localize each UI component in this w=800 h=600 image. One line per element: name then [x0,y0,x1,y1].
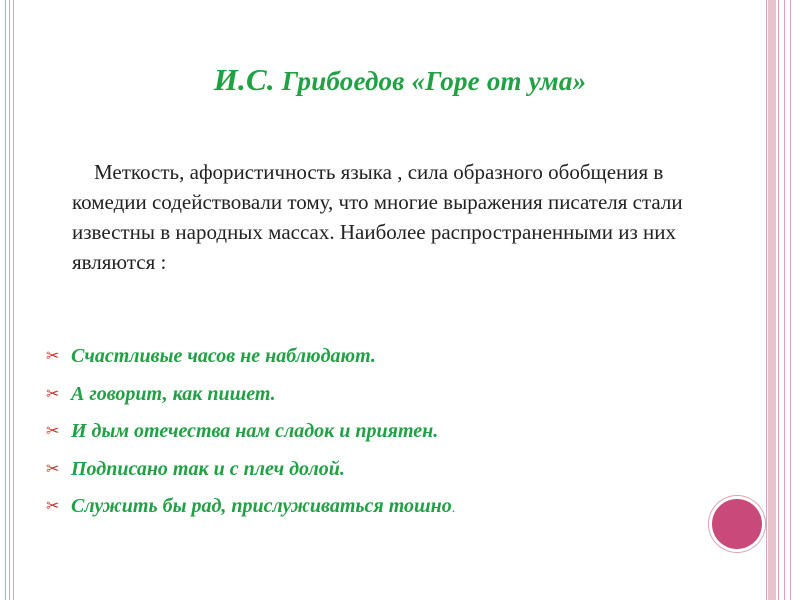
title-initials: И.С. [213,62,275,97]
bullet-marker-icon: ✂ [46,423,60,440]
quotes-list [46,338,666,526]
bullet-marker-icon: ✂ [46,460,60,478]
list-item: ✂ Счастливые часов не наблюдают. [46,338,666,376]
list-item: ✂ И дым отечества нам сладок и приятен. [46,413,666,451]
bullet-marker-icon: ✂ [46,498,60,515]
bullet-tail-period: . [451,501,456,516]
decor-circle [712,499,762,549]
title-text: Грибоедов «Горе от ума» [274,66,587,96]
slide-title [0,62,800,98]
bullet-marker-icon: ✂ [46,348,60,365]
list-item: ✂ Подписано так и с плеч долой. [46,451,666,489]
intro-paragraph: Меткость, афористичность языка , сила образного обобщения в комедии содействовали тому, что многие выражения писателя стали известны в народных массах. Наиболее распространенными из них являются : [72,160,683,274]
bullet-marker-icon: ✂ [46,385,60,403]
list-item: ✂ А говорит, как пишет. [46,376,666,414]
list-item: ✂ Служить бы рад, прислуживаться тошно. [46,488,666,526]
